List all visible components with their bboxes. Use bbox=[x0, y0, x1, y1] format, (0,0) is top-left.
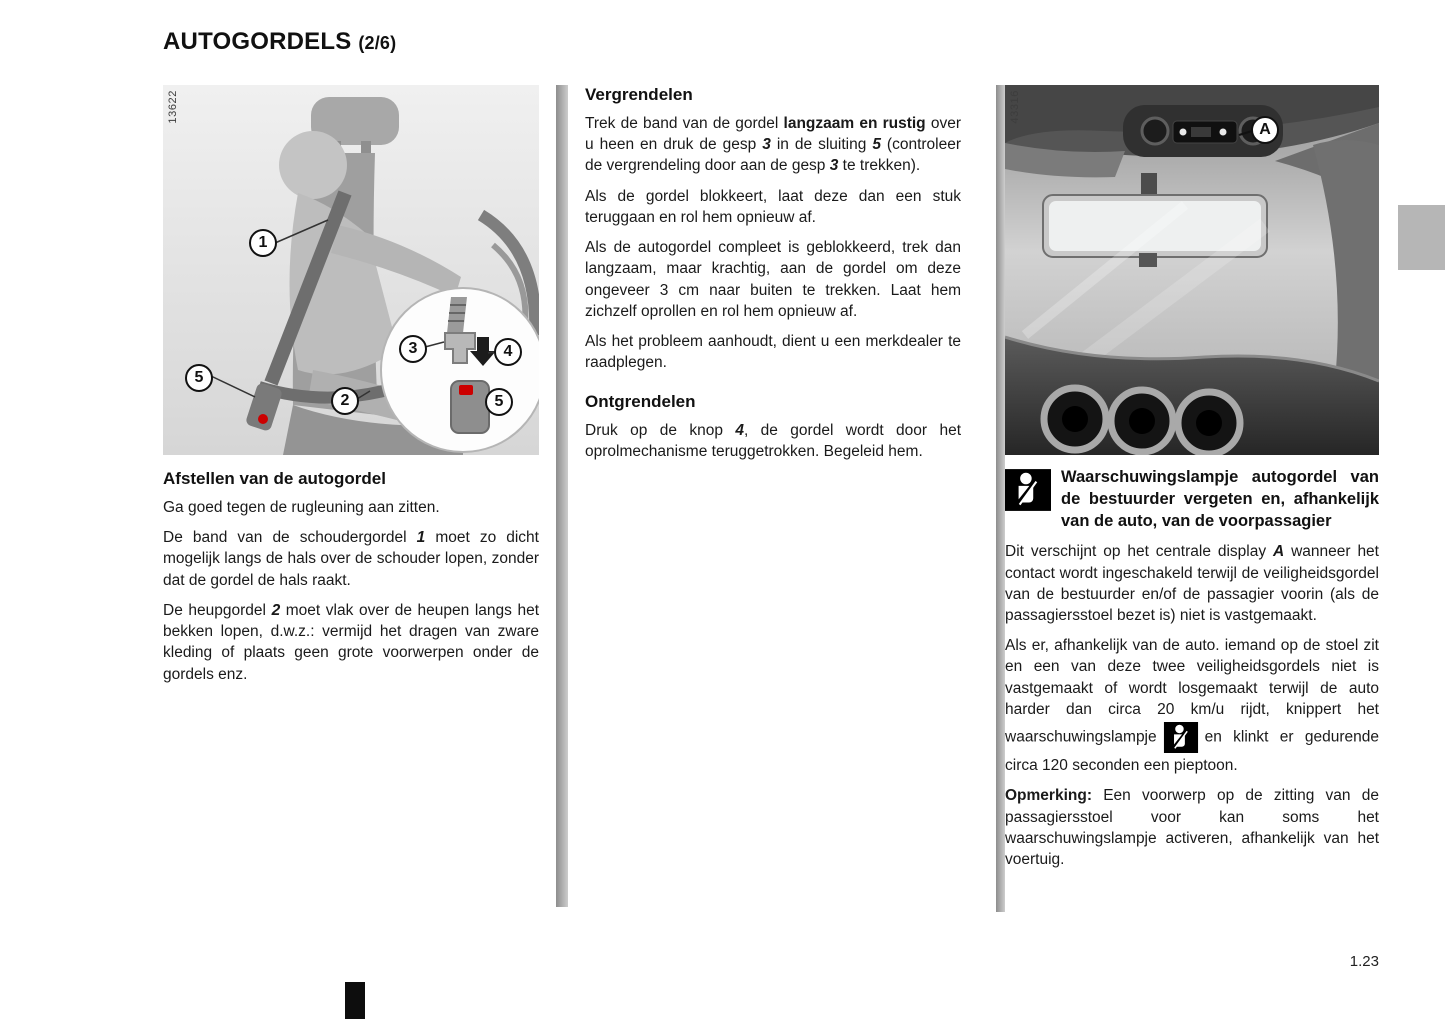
paragraph-text: en klinkt er gedurende circa 120 seconden een pieptoon. bbox=[1005, 728, 1379, 775]
page-title-main: AUTOGORDELS bbox=[163, 28, 352, 55]
paragraph: Opmerking: Een voorwerp op de zitting van de passagiersstoel voor kan soms het waarschuwingslampje activeren, afhankelijk van het voertuig. bbox=[1005, 787, 1379, 869]
interior-photo bbox=[1005, 85, 1379, 455]
callout-a: A bbox=[1251, 116, 1279, 144]
middle-column bbox=[585, 85, 961, 471]
paragraph: Als het probleem aanhoudt, dient u een merkdealer te raadplegen. bbox=[585, 333, 961, 372]
column-divider-right bbox=[996, 85, 1005, 912]
chapter-edge-tab bbox=[1398, 205, 1445, 270]
warning-heading bbox=[1005, 467, 1379, 532]
right-column bbox=[1005, 85, 1379, 879]
lock-heading: Vergrendelen bbox=[585, 85, 693, 104]
callout-5-buckle: 5 bbox=[185, 364, 213, 392]
paragraph-text: Als er, afhankelijk van de auto. iemand op de stoel zit en een van deze twee veiligheidsgordels niet is vastgemaakt of wordt losgemaakt terwijl de auto harder dan circa 20 km/u rijdt, knippert het waarschuwingslampje bbox=[1005, 637, 1379, 746]
paragraph: Ga goed tegen de rugleuning aan zitten. bbox=[163, 499, 440, 516]
paragraph: Als de autogordel compleet is geblokkeerd, trek dan langzaam, maar krachtig, aan de gordel om deze ongeveer 3 cm naar buiten te trekken. Laat hem zichzelf oprollen en rol hem opnieuw af. bbox=[585, 239, 961, 320]
paragraph: De band van de schoudergordel 1 moet zo dicht mogelijk langs de hals over de schouder lopen, zonder dat de gordel de hals raakt. bbox=[163, 529, 539, 589]
interior-photo-drawing bbox=[1005, 85, 1379, 455]
callout-5-inset: 5 bbox=[485, 388, 513, 416]
callout-4: 4 bbox=[494, 338, 522, 366]
callout-3: 3 bbox=[399, 335, 427, 363]
bottom-tab-marker bbox=[345, 982, 365, 1019]
callout-1: 1 bbox=[249, 229, 277, 257]
page-number: 1.23 bbox=[1349, 953, 1379, 970]
column-divider-left bbox=[556, 85, 568, 907]
seatbelt-warning-icon bbox=[1163, 722, 1199, 753]
warning-heading-text: Waarschuwingslampje autogordel van de bestuurder vergeten en, afhankelijk van de auto, van de voorpassagier bbox=[1061, 468, 1379, 530]
paragraph: Druk op de knop 4, de gordel wordt door het oprolmechanisme teruggetrokken. Begeleid hem. bbox=[585, 421, 962, 460]
callout-2: 2 bbox=[331, 387, 359, 415]
paragraph: Trek de band van de gordel langzaam en rustig over u heen en druk de gesp 3 in de sluiting 5 (controleer de vergrendeling door aan de gesp 3 te trekken). bbox=[585, 115, 962, 175]
paragraph: Als de gordel blokkeert, laat deze dan een stuk teruggaan en rol hem opnieuw af. bbox=[585, 187, 961, 226]
paragraph: Dit verschijnt op het centrale display A wanneer het contact wordt ingeschakeld terwijl de veiligheidsgordel van de bestuurder en/of de passagier voorin (als de passagiersstoel bezet is) niet is vastgemaakt. bbox=[1005, 543, 1379, 624]
seatbelt-illustration bbox=[163, 85, 539, 455]
figure-number: 13622 bbox=[167, 90, 179, 124]
page-title-suffix: (2/6) bbox=[358, 33, 397, 53]
figure-number: 43316 bbox=[1009, 90, 1021, 124]
seatbelt-warning-icon bbox=[1005, 469, 1051, 511]
adjust-heading: Afstellen van de autogordel bbox=[163, 469, 386, 488]
unlock-heading: Ontgrendelen bbox=[585, 391, 696, 411]
page-title bbox=[163, 28, 396, 56]
left-column bbox=[163, 85, 539, 694]
paragraph-with-icon bbox=[1005, 635, 1379, 776]
paragraph: De heupgordel 2 moet vlak over de heupen langs het bekken lopen, d.w.z.: vermijd het dragen van zware kleding of plaats geen grote voorwerpen onder de gordels enz. bbox=[163, 601, 540, 683]
